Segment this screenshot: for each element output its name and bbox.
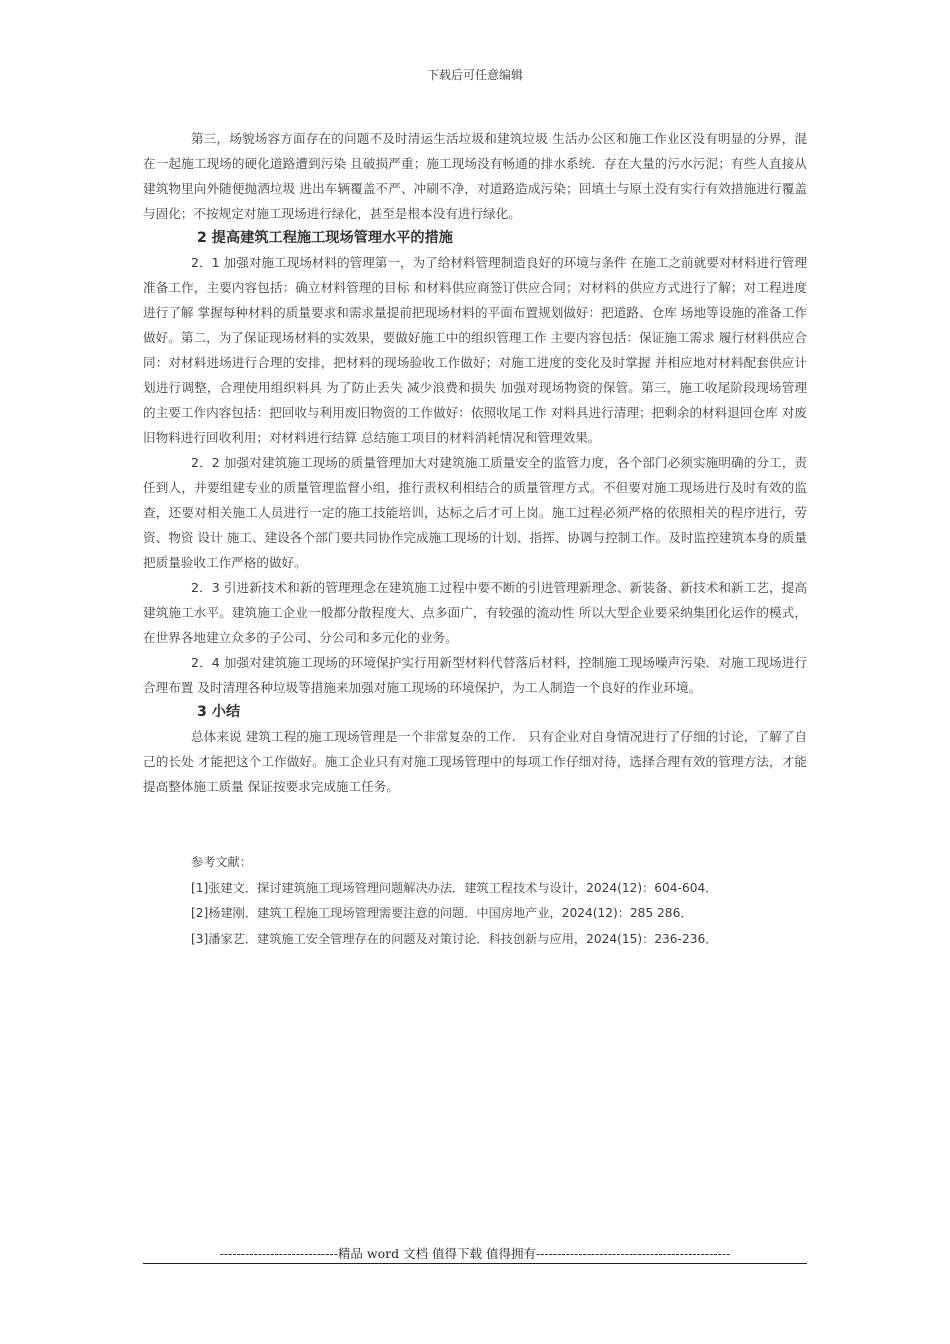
- document-body: [143, 126, 807, 952]
- section-heading-3: 3 小结: [197, 704, 241, 720]
- paragraph-summary: 总体来说 建筑工程的施工现场管理是一个非常复杂的工作． 只有企业对自身情况进行了仔细的讨论，了解了自己的长处 才能把这个工作做好。施工企业只有对施工现场管理中的每项工作仔细对待，选择合理有效的管理方法，才能提高整体施工质量 保证按要求完成施工任务。: [143, 729, 807, 794]
- references-section: [143, 850, 807, 952]
- page-header: 下载后可任意编辑: [426, 68, 523, 82]
- reference-item-3: [3]潘家艺．建筑施工安全管理存在的问题及对策讨论．科技创新与应用，2024(15)：236-236．: [191, 931, 718, 946]
- section-heading-2: 2 提高建筑工程施工现场管理水平的措施: [197, 230, 453, 246]
- paragraph-2-1: 2．1 加强对施工现场材料的管理第一，为了给材料管理制造良好的环境与条件 在施工之前就要对材料进行管理准备工作，主要内容包括：确立材料管理的目标 和材料供应商签订供应合同；对材料的供应方式进行了解；对工程进度进行了解 掌握每种材料的质量要求和需求量提前把现场材料的平面布置规划做好：把道路、仓库 场地等设施的准备工作做好。第二，为了保证现场材料的实效果，要做好施工中的组织管理工作 主要内容包括：保证施工需求 履行材料供应合同：对材料进场进行合理的安排，把材料的现场验收工作做好；对施工进度的变化及时掌握 并相应地对材料配套供应计划进行调整，合理使用组织料具 为了防止丢失 减少浪费和损失 加强对现场物资的保管。第三，施工收尾阶段现场管理的主要工作内容包括：把回收与利用废旧物资的工作做好：依照收尾工作 对料具进行清理；把剩余的材料退回仓库 对废旧物料进行回收利用；对材料进行结算 总结施工项目的材料消耗情况和管理效果。: [143, 255, 807, 445]
- reference-item-1: [1]张建文．探讨建筑施工现场管理问题解决办法．建筑工程技术与设计，2024(12)：604-604．: [191, 880, 718, 895]
- references-title: 参考文献：: [191, 855, 252, 869]
- paragraph-intro: 第三，场貌场容方面存在的问题不及时清运生活垃圾和建筑垃圾 生活办公区和施工作业区没有明显的分界，混在一起施工现场的硬化道路遭到污染 且破损严重；施工现场没有畅通的排水系统．存在大量的污水污泥；有些人直接从建筑物里向外随便抛洒垃圾 进出车辆覆盖不严、冲刷不净，对道路造成污染；回填土与原土没有实行有效措施进行覆盖与固化；不按规定对施工现场进行绿化，甚至是根本没有进行绿化。: [143, 131, 807, 221]
- paragraph-2-3: 2．3 引进新技术和新的管理理念在建筑施工过程中要不断的引进管理新理念、新装备、新技术和新工艺，提高建筑施工水平。建筑施工企业一般都分散程度大、点多面广，有较强的流动性 所以大型企业要采纳集团化运作的模式，在世界各地建立众多的子公司、分公司和多元化的业务。: [143, 580, 807, 645]
- page-footer: ----------------------------精品 word 文档 值得下载 值得拥有----------------------------------------------: [219, 1246, 731, 1261]
- paragraph-2-4: 2．4 加强对建筑施工现场的环境保护实行用新型材料代替落后材料，控制施工现场噪声污染．对施工现场进行合理布置 及时清理各种垃圾等措施来加强对施工现场的环境保护，为工人制造一个良好的作业环境。: [143, 655, 807, 695]
- footer-rule: [143, 1263, 807, 1264]
- reference-item-2: [2]杨建刚．建筑工程施工现场管理需要注意的问题．中国房地产业，2024(12)：285 286．: [191, 906, 693, 920]
- paragraph-2-2: 2．2 加强对建筑施工现场的质量管理加大对建筑施工质量安全的监管力度，各个部门必须实施明确的分工，责任到人，并要组建专业的质量管理监督小组，推行责权利相结合的质量管理方式。不但要对施工现场进行及时有效的监查，还要对相关施工人员进行一定的施工技能培训，达标之后才可上岗。施工过程必须严格的依照相关的程序进行，劳资、物资 设计 施工、建设各个部门要共同协作完成施工现场的计划、指挥、协调与控制工作。及时监控建筑本身的质量 把质量验收工作严格的做好。: [143, 455, 807, 570]
